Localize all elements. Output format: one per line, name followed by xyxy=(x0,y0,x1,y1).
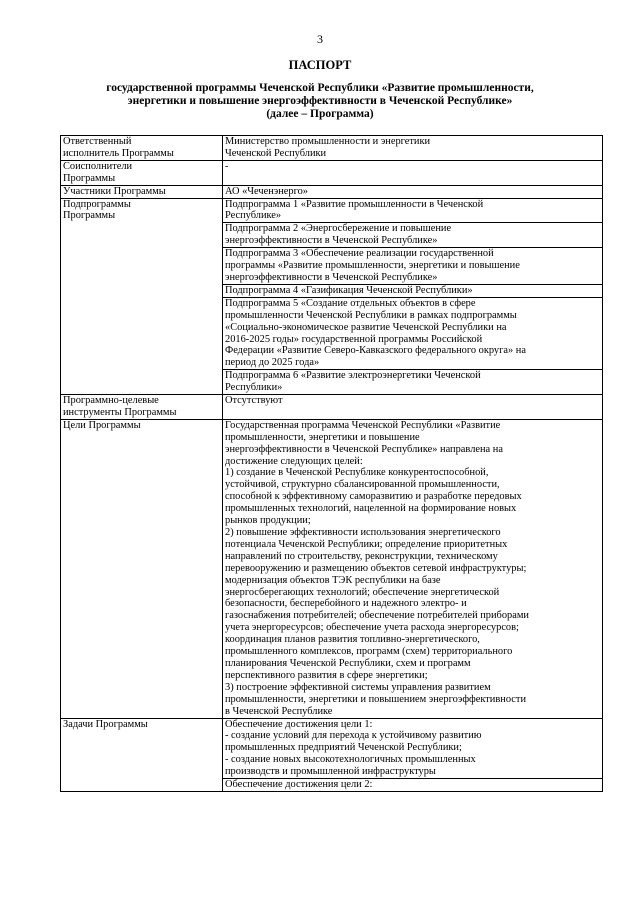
document-subtitle xyxy=(60,82,580,121)
subprogram-6: Подпрограмма 6 «Развитие электроэнергетики Чеченской Республики» xyxy=(223,370,603,395)
table-row xyxy=(61,198,603,223)
row-value-tasks-goal-2: Обеспечение достижения цели 2: xyxy=(223,779,603,792)
subprogram-1: Подпрограмма 1 «Развитие промышленности в Чеченской Республике» xyxy=(223,198,603,223)
row-label-responsible: Ответственный исполнитель Программы xyxy=(61,136,223,161)
table-row xyxy=(61,160,603,185)
table-row xyxy=(61,395,603,420)
subprogram-5: Подпрограмма 5 «Создание отдельных объектов в сфере промышленности Чеченской Республики в рамках подпрограммы «Социально-экономическое развитие Чеченской Республики на 2016-2025 годы» государственной программы Российской Федерации «Развитие Северо-Кавказского федерального округа» на период до 2025 года» xyxy=(223,297,603,369)
row-label-coexecutors: Соисполнители Программы xyxy=(61,160,223,185)
row-value-coexecutors: - xyxy=(223,160,603,185)
row-label-participants: Участники Программы xyxy=(61,185,223,198)
row-value-tasks-goal-1: Обеспечение достижения цели 1: - создание условий для перехода к устойчивому развитию промышленных предприятий Чеченской Республики; - создание новых высокотехнологичных промышленных производств и промышленной инфраструктуры xyxy=(223,718,603,779)
subprogram-4: Подпрограмма 4 «Газификация Чеченской Республики» xyxy=(223,284,603,297)
row-label-tasks: Задачи Программы xyxy=(61,718,223,791)
row-label-goals: Цели Программы xyxy=(61,419,223,718)
table-row xyxy=(61,718,603,779)
subtitle-line: энергетики и повышение энергоэффективности в Чеченской Республике» xyxy=(127,95,513,107)
row-value-responsible: Министерство промышленности и энергетики Чеченской Республики xyxy=(223,136,603,161)
row-value-goals: Государственная программа Чеченской Республики «Развитие промышленности, энергетики и повышение энергоэффективности в Чеченской Республике» направлена на достижение следующих целей: 1) создание в Чеченской Республике конкурентоспособной, устойчивой, структурно сбалансированной промышленности, способной к эффективному саморазвитию и разработке передовых промышленных технологий, нацеленной на формирование новых рынков продукции; 2) повышение эффективности использования энергетического потенциала Чеченской Республики; определение приоритетных направлений по строительству, реконструкции, техническому перевооружению и размещению объектов сетевой инфраструктуры; модернизация объектов ТЭК республики на базе энергосберегающих технологий; обеспечение энергетической безопасности, бесперебойного и надежного электро- и газоснабжения потребителей; обеспечение потребителей приборами учета энергоресурсов; обеспечение учета расхода энергоресурсов; координация планов развития топливно-энергетического, промышленного комплексов, программ (схем) территориального планирования Чеченской Республики, схем и программ перспективного развития в сфере энергетики; 3) построение эффективной системы управления развитием промышленности, энергетики и повышением энергоэффективности в Чеченской Республике xyxy=(223,419,603,718)
table-row xyxy=(61,136,603,161)
page-number: 3 xyxy=(317,32,323,46)
subtitle-line: (далее – Программа) xyxy=(266,108,374,120)
table-row xyxy=(61,185,603,198)
row-value-participants: АО «Чеченэнерго» xyxy=(223,185,603,198)
subprogram-3: Подпрограмма 3 «Обеспечение реализации государственной программы «Развитие промышленности, энергетики и повышение энергоэффективности в Чеченской Республике» xyxy=(223,248,603,285)
subtitle-line: государственной программы Чеченской Республики «Развитие промышленности, xyxy=(106,82,534,94)
row-label-subprograms: Подпрограммы Программы xyxy=(61,198,223,395)
table-row xyxy=(61,419,603,718)
row-value-instruments: Отсутствуют xyxy=(223,395,603,420)
passport-table xyxy=(60,135,603,792)
row-label-instruments: Программно-целевые инструменты Программы xyxy=(61,395,223,420)
document-title: ПАСПОРТ xyxy=(288,58,352,72)
subprogram-2: Подпрограмма 2 «Энергосбережение и повышение энергоэффективности в Чеченской Республике» xyxy=(223,223,603,248)
